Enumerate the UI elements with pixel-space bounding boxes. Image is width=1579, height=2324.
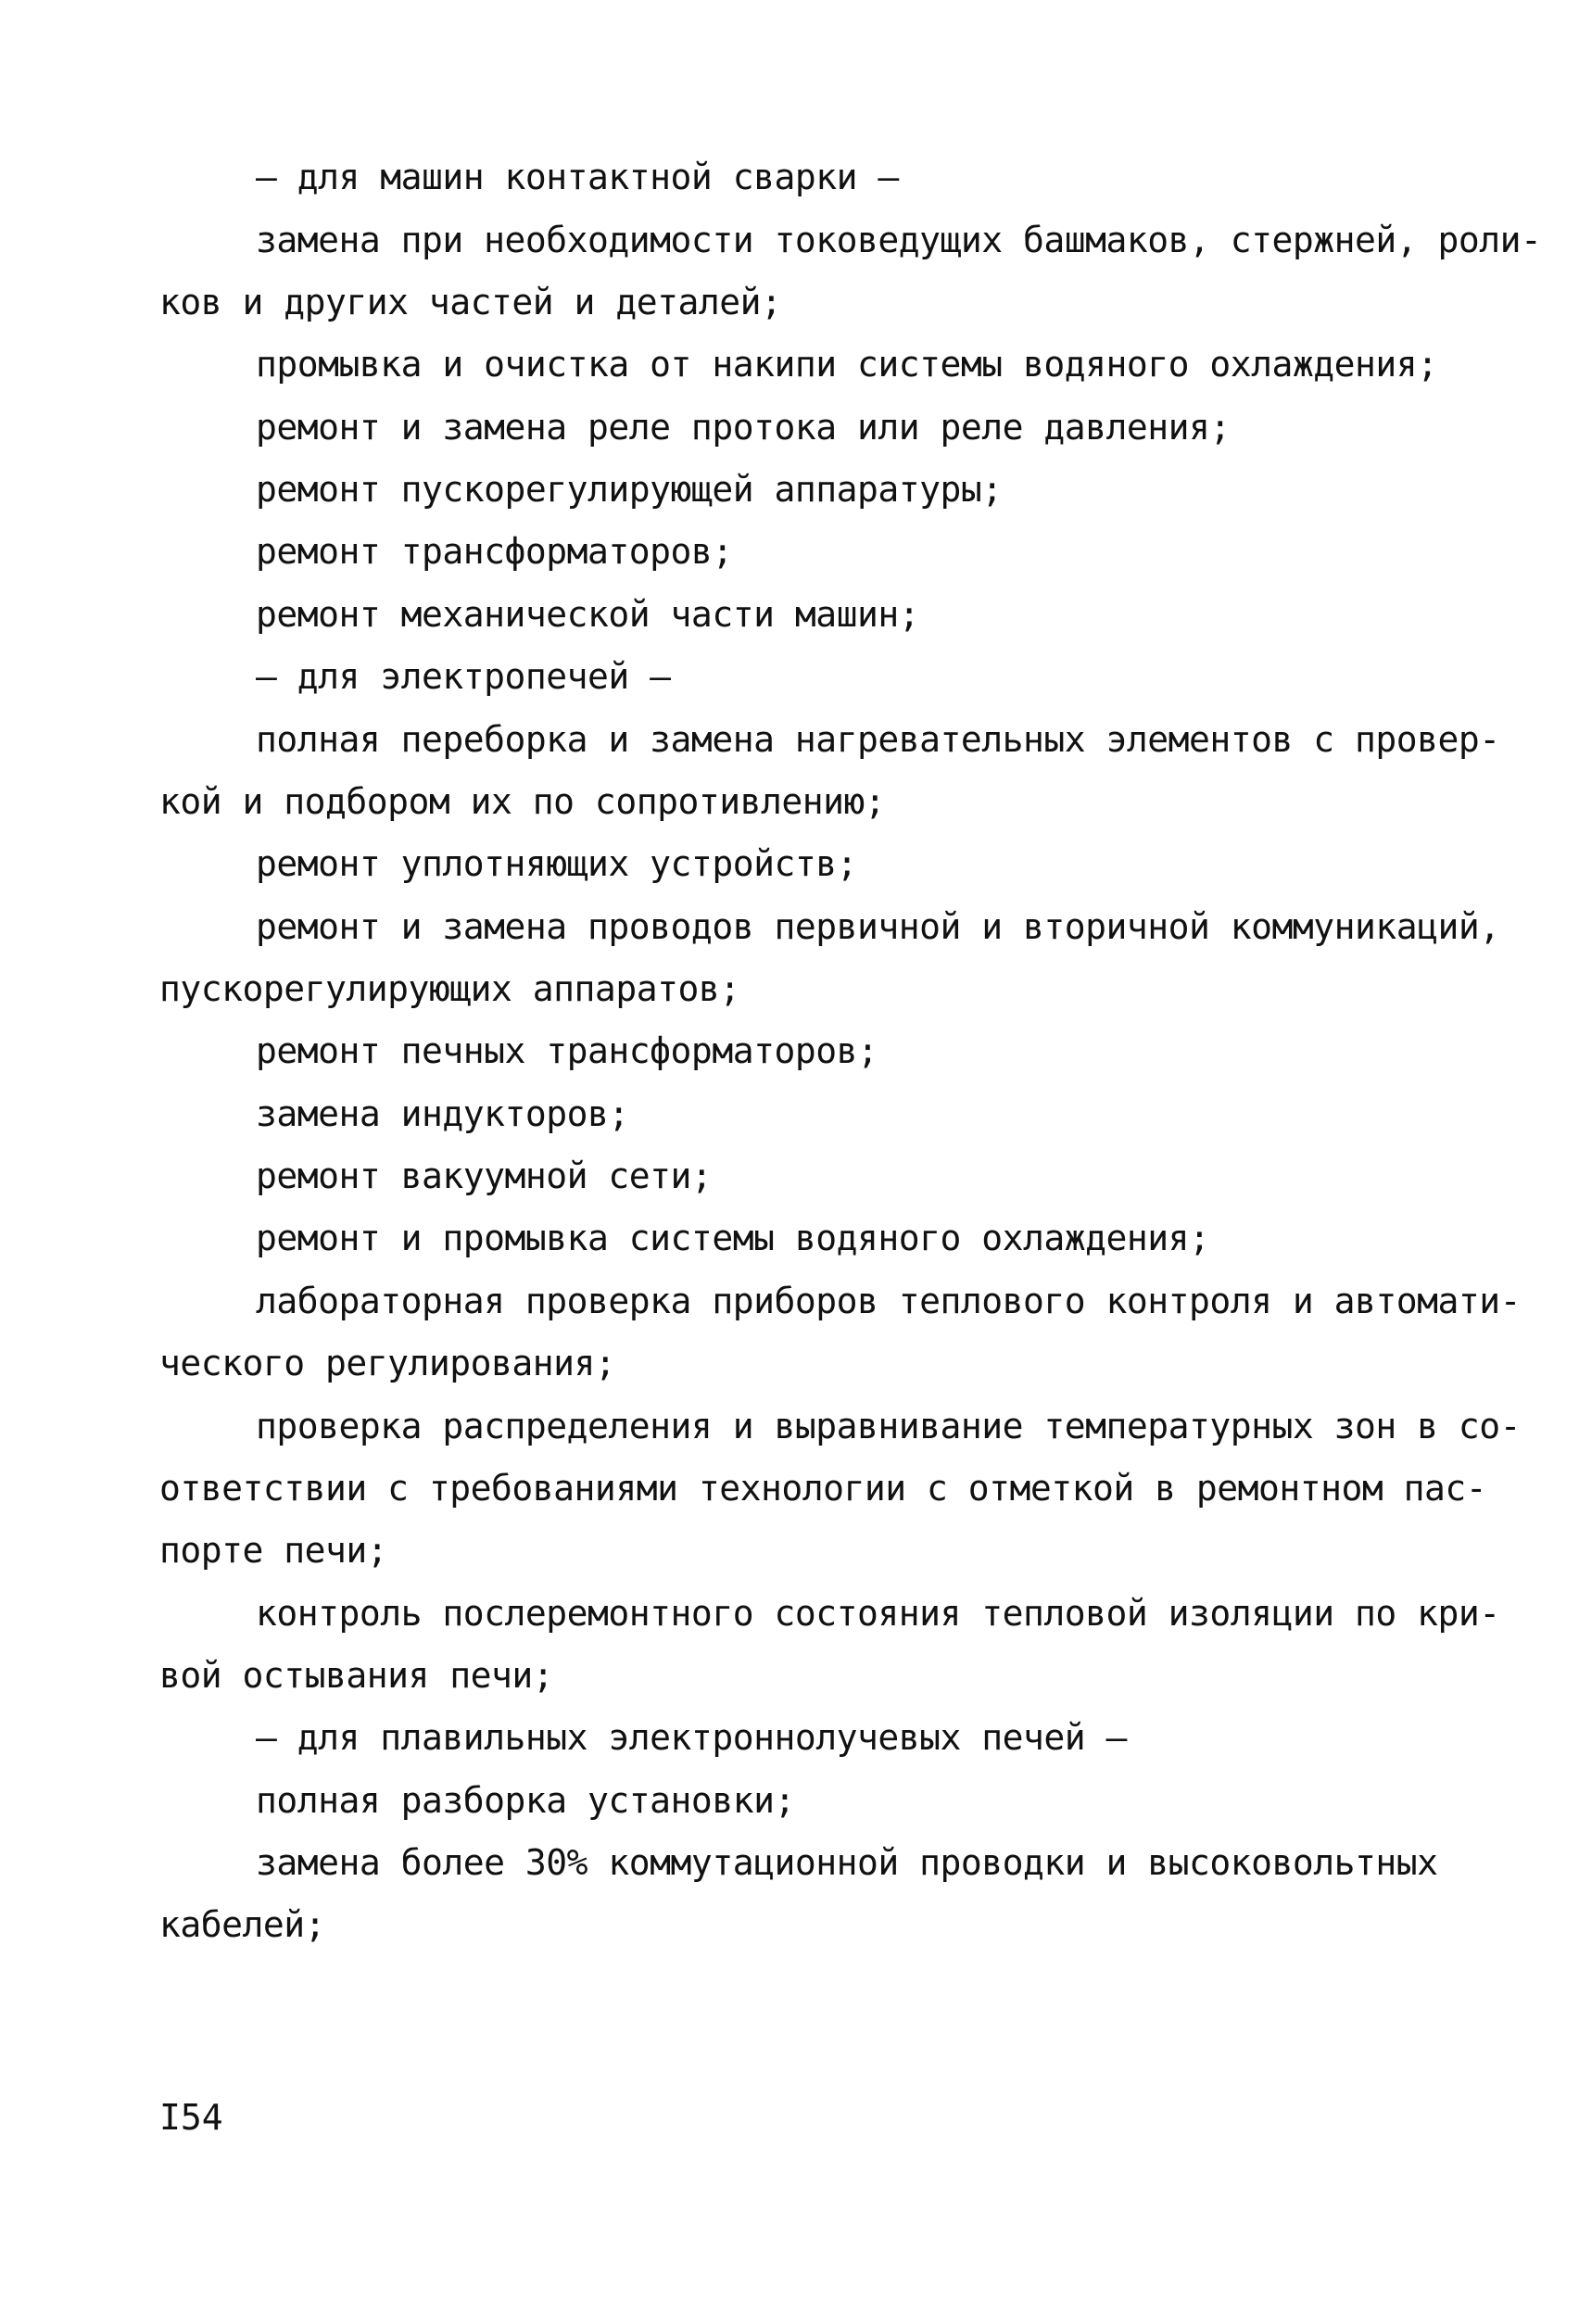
- text-line: ков и других частей и деталей;: [159, 282, 782, 322]
- text-line: ремонт и промывка системы водяного охлаждения;: [256, 1218, 1210, 1258]
- text-line: ремонт уплотняющих устройств;: [256, 843, 857, 884]
- text-line: замена индукторов;: [256, 1093, 629, 1134]
- text-line: ческого регулирования;: [159, 1343, 616, 1383]
- text-line: ремонт механической части машин;: [256, 594, 920, 635]
- text-line: промывка и очистка от накипи системы водяного охлаждения;: [256, 344, 1438, 385]
- text-line: пускорегулирующих аппаратов;: [159, 968, 740, 1009]
- text-line: ремонт пускорегулирующей аппаратуры;: [256, 469, 1003, 510]
- text-line: ремонт трансформаторов;: [256, 531, 733, 572]
- text-line: замена более 30% коммутационной проводки и высоковольтных: [256, 1842, 1438, 1883]
- text-line: проверка распределения и выравнивание температурных зон в со-: [256, 1406, 1522, 1446]
- page-number: I54: [159, 2097, 223, 2138]
- text-line: кабелей;: [159, 1904, 326, 1945]
- text-line: лабораторная проверка приборов теплового контроля и автомати-: [256, 1281, 1522, 1321]
- text-line: ответствии с требованиями технологии с отметкой в ремонтном пас-: [159, 1468, 1487, 1509]
- text-line: ремонт вакуумной сети;: [256, 1156, 713, 1196]
- text-line: вой остывания печи;: [159, 1655, 554, 1696]
- text-line: ремонт и замена проводов первичной и вторичной коммуникаций,: [256, 906, 1500, 947]
- text-line: порте печи;: [159, 1530, 388, 1571]
- text-line: ремонт печных трансформаторов;: [256, 1030, 878, 1071]
- text-line: ремонт и замена реле протока или реле давления;: [256, 407, 1231, 448]
- text-line: полная разборка установки;: [256, 1780, 795, 1821]
- text-line: – для электропечей –: [256, 656, 671, 697]
- text-line: кой и подбором их по сопротивлению;: [159, 781, 886, 822]
- text-line: замена при необходимости токоведущих башмаков, стержней, роли-: [256, 220, 1542, 260]
- text-line: – для плавильных электроннолучевых печей –: [256, 1717, 1127, 1758]
- text-line: контроль послеремонтного состояния тепловой изоляции по кри-: [256, 1593, 1500, 1634]
- text-line: – для машин контактной сварки –: [256, 157, 899, 197]
- text-line: полная переборка и замена нагревательных элементов с провер-: [256, 719, 1500, 760]
